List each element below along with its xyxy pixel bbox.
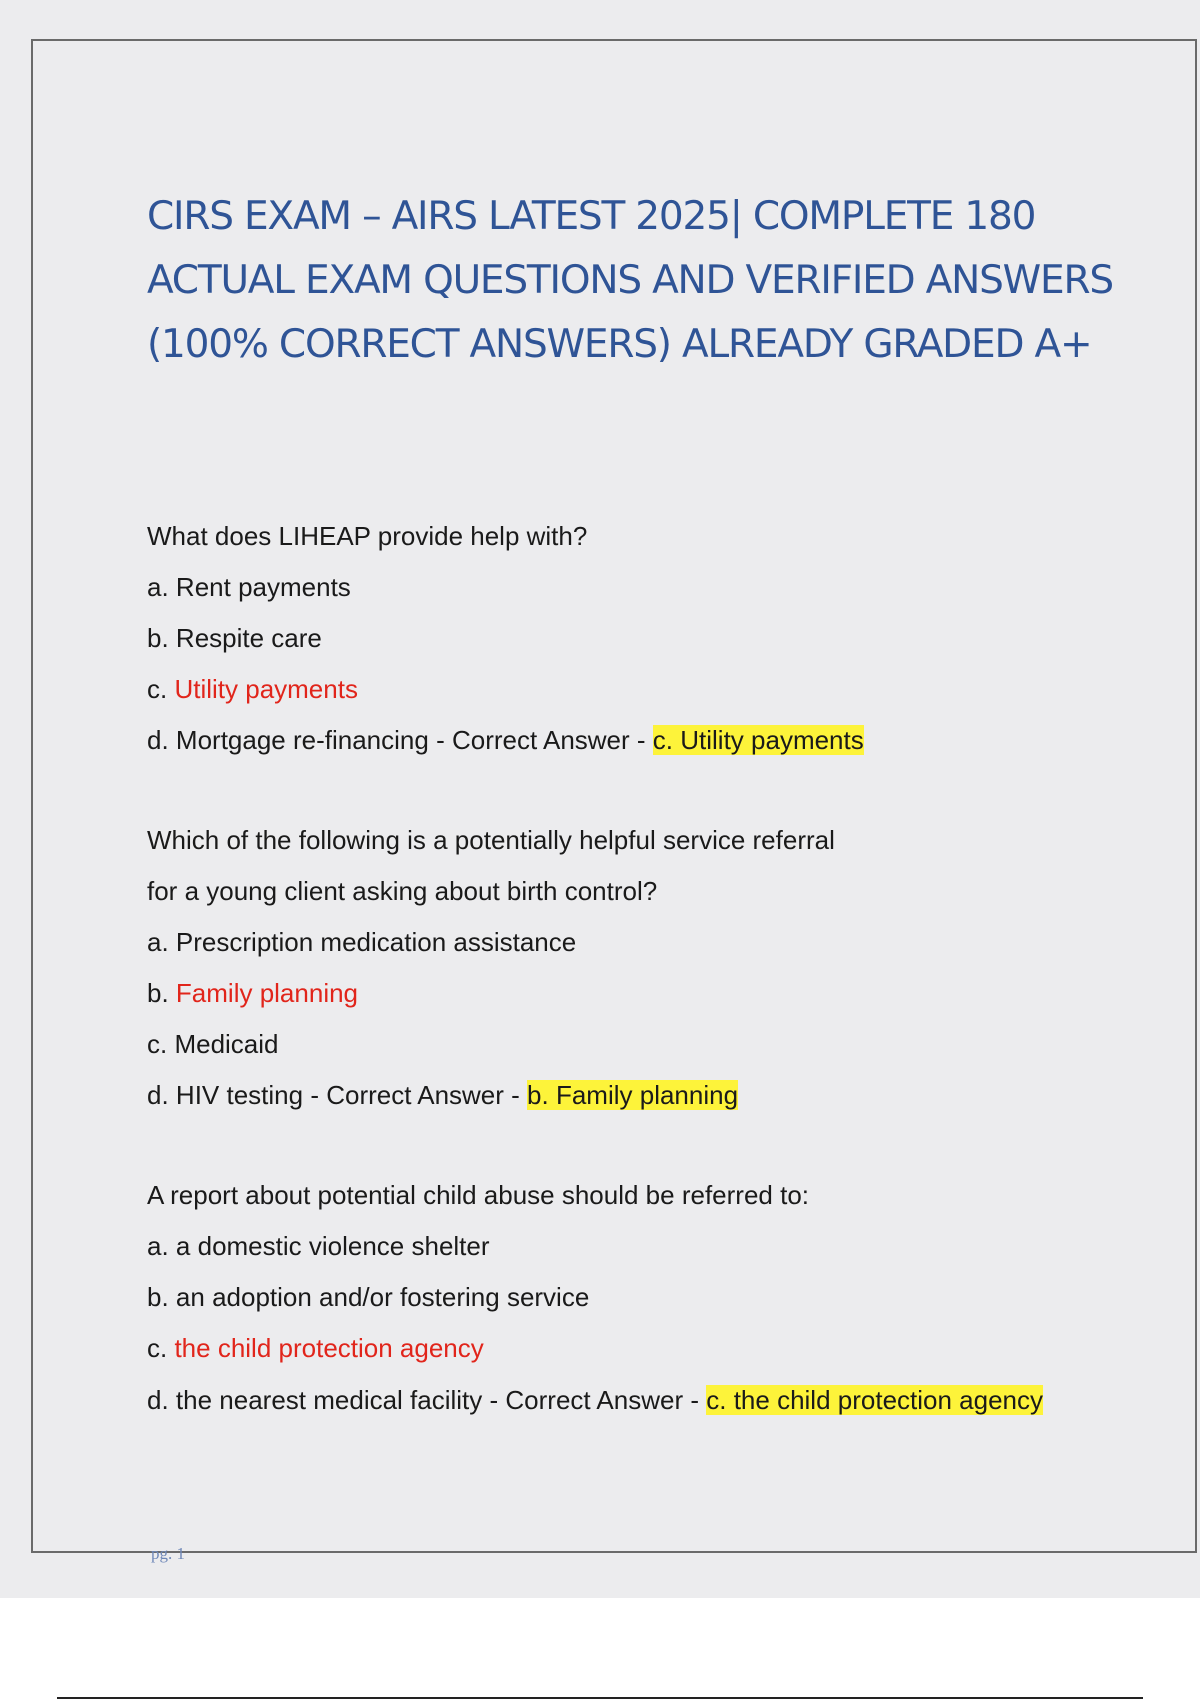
option-text: Respite care [175,623,322,653]
question-2-option-c [147,1019,1147,1070]
question-3-option-b [147,1272,1147,1323]
question-3-option-a [147,1221,1147,1272]
option-text: Medicaid [174,1029,279,1059]
correct-option-text: Family planning [175,978,359,1008]
option-letter: a. [147,1231,176,1261]
document-page [31,39,1197,1563]
option-text: Mortgage re-financing [175,725,429,755]
option-text: the nearest medical facility [175,1385,483,1415]
question-3-option-d: d. the nearest medical facility - Correct Answer - c. the child protection agency [147,1385,1044,1415]
question-1 [147,511,1147,766]
option-text: Rent payments [175,572,351,602]
question-3-option-c [147,1323,1147,1374]
highlighted-answer: c. the child protection agency [706,1385,1044,1415]
option-letter: d. [147,1385,176,1415]
option-letter: c. [147,1029,175,1059]
option-text: HIV testing [175,1080,304,1110]
option-letter: c. [147,674,175,704]
question-2-prompt-line-1: Which of the following is a potentially helpful service referral [147,825,835,855]
option-letter: d. [147,1080,176,1110]
option-letter: b. [147,623,176,653]
question-1-prompt: What does LIHEAP provide help with? [147,521,588,551]
option-text: Prescription medication assistance [175,927,577,957]
option-letter: c. [147,1333,175,1363]
question-1-option-a [147,562,1147,613]
correct-option-text: Utility payments [174,674,358,704]
question-2-prompt-line-2: for a young client asking about birth control? [147,876,658,906]
question-list [147,511,1147,1466]
correct-option-text: the child protection agency [174,1333,484,1363]
option-letter: d. [147,725,176,755]
page-number: pg. 1 [151,1544,185,1563]
option-letter: a. [147,572,176,602]
document-title: CIRS EXAM – AIRS LATEST 2025| COMPLETE 180 ACTUAL EXAM QUESTIONS AND VERIFIED ANSWERS (100% CORRECT ANSWERS) ALREADY GRADED A+ [147,194,1113,367]
question-3-prompt: A report about potential child abuse should be referred to: [147,1180,809,1210]
question-1-option-c [147,664,1147,715]
option-letter: b. [147,978,176,1008]
question-1-option-b [147,613,1147,664]
question-2-option-a [147,917,1147,968]
option-letter: a. [147,927,176,957]
next-page-top-rule [57,1697,1143,1699]
question-1-option-d: d. Mortgage re-financing - Correct Answer - c. Utility payments [147,725,864,755]
option-letter: b. [147,1282,176,1312]
highlighted-answer: b. Family planning [527,1080,739,1110]
option-text: an adoption and/or fostering service [175,1282,590,1312]
question-2-option-b [147,968,1147,1019]
question-3 [147,1170,1147,1417]
answer-label: Correct Answer [326,1080,504,1110]
answer-label: Correct Answer [505,1385,684,1415]
option-text: a domestic violence shelter [175,1231,490,1261]
answer-label: Correct Answer [451,725,630,755]
question-2-option-d: d. HIV testing - Correct Answer - b. Family planning [147,1080,739,1110]
highlighted-answer: c. Utility payments [652,725,864,755]
question-2 [147,815,1147,1121]
